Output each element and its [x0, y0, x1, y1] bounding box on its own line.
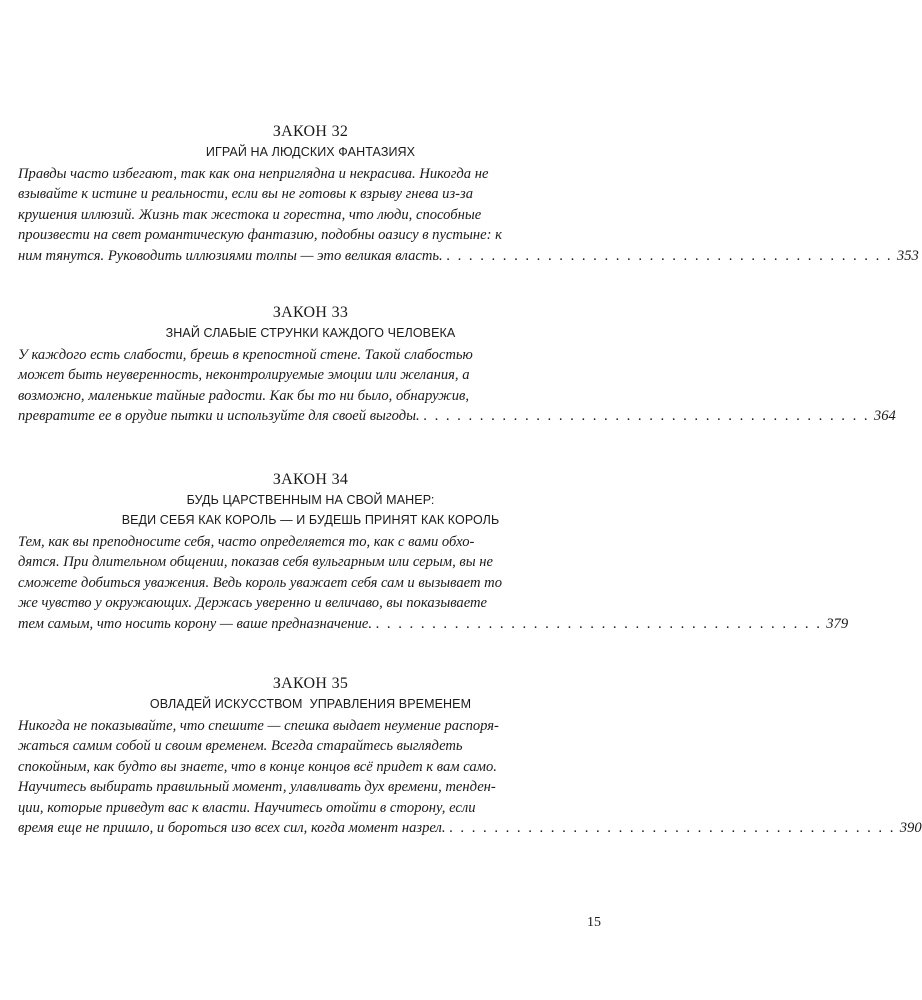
- law-33-line-1: У каждого есть слабости, брешь в крепостной стене. Такой слабостью: [18, 347, 473, 363]
- law-34-subtitle-1: БУДЬ ЦАРСТВЕННЫМ НА СВОЙ МАНЕР:: [186, 493, 435, 507]
- law-33-line-3: возможно, маленькие тайные радости. Как бы то ни было, обнаружив,: [18, 387, 470, 404]
- page-number: 15: [587, 915, 601, 930]
- law-34-line-1: Тем, как вы преподносите себя, часто определяется то, как с вами обхо-: [18, 534, 475, 550]
- law-33-section: [18, 303, 896, 427]
- law-35-line-4: Научитесь выбирать правильный момент, улавливать дух времени, тенден-: [18, 779, 496, 796]
- law-32-section: [18, 122, 919, 266]
- law-35-line-1: Никогда не показывайте, что спешите — спешка выдает неумение распоря-: [18, 718, 499, 734]
- law-34-line-3: сможете добиться уважения. Ведь король уважает себя сам и вызывает то: [18, 574, 502, 591]
- law-32-title: ЗАКОН 32: [272, 123, 349, 140]
- law-34-section: [18, 470, 849, 634]
- law-35-section: [18, 674, 922, 838]
- law-35-line-2: жаться самим собой и своим временем. Всегда старайтесь выглядеть: [18, 738, 463, 755]
- law-35-title: ЗАКОН 35: [272, 675, 349, 692]
- dot-leader: . . . . . . . . . . . . . . . . . . . . . . . . . . . . . . . . . . . . . . . .: [449, 820, 896, 837]
- law-33-title: ЗАКОН 33: [272, 304, 349, 321]
- law-34-last-line: тем самым, что носить корону — ваше предназначение. . . . . . . . . . . . . . . . . . . . . . . . . . . . . . . . . . . . . . . . . 379: [18, 614, 603, 634]
- law-35-page-ref: 390: [899, 820, 922, 837]
- law-33-line-2: может быть неуверенность, неконтролируемые эмоции или желания, а: [18, 367, 470, 384]
- dot-leader: . . . . . . . . . . . . . . . . . . . . . . . . . . . . . . . . . . . . . . . .: [376, 615, 823, 632]
- law-32-line-4: произвести на свет романтическую фантазию, подобны оазису в пустыне: к: [18, 227, 502, 244]
- law-33-subtitle: ЗНАЙ СЛАБЫЕ СТРУНКИ КАЖДОГО ЧЕЛОВЕКА: [165, 326, 456, 340]
- law-35-last-line: время еще не пришло, и бороться изо всех сил, когда момент назрел. . . . . . . . . . . . . . . . . . . . . . . . . . . . . . . . . . . . . . . . . 390: [18, 818, 603, 838]
- law-35-body: [18, 716, 922, 838]
- dot-leader: . . . . . . . . . . . . . . . . . . . . . . . . . . . . . . . . . . . . . . . .: [446, 247, 893, 264]
- law-35-line-5: ции, которые приведут вас к власти. Научитесь отойти в сторону, если: [18, 799, 476, 816]
- law-32-line-1: Правды часто избегают, так как она непригляднa и некрасива. Никогда не: [18, 166, 489, 182]
- law-35-subtitle: ОВЛАДЕЙ ИСКУССТВОМ УПРАВЛЕНИЯ ВРЕМЕНЕМ: [149, 697, 472, 711]
- dot-leader: . . . . . . . . . . . . . . . . . . . . . . . . . . . . . . . . . . . . . . . .: [423, 408, 870, 425]
- law-32-subtitle: ИГРАЙ НА ЛЮДСКИХ ФАНТАЗИЯХ: [205, 145, 416, 159]
- law-33-page-ref: 364: [873, 408, 896, 425]
- law-35-line-3: спокойным, как будто вы знаете, что в конце концов всё придет к вам само.: [18, 758, 497, 775]
- law-32-last-line: ним тянутся. Руководить иллюзиями толпы — это великая власть. . . . . . . . . . . . . . . . . . . . . . . . . . . . . . . . . . . . . . . . . 353: [18, 246, 603, 266]
- law-34-title: ЗАКОН 34: [272, 471, 349, 488]
- law-34-line-4: же чувство у окружающих. Держась уверенно и величаво, вы показываете: [18, 595, 488, 612]
- law-32-body: [18, 164, 919, 266]
- law-32-page-ref: 353: [896, 247, 919, 264]
- law-34-line-2: дятся. При длительном общении, показав себя вульгарным или серым, вы не: [18, 554, 493, 571]
- law-32-line-3: крушения иллюзий. Жизнь так жестока и горестна, что люди, способные: [18, 206, 482, 223]
- law-32-line-2: взывайте к истине и реальности, если вы не готовы к взрыву гнева из-за: [18, 186, 474, 203]
- law-33-body: [18, 345, 896, 427]
- law-34-subtitle-2: ВЕДИ СЕБЯ КАК КОРОЛЬ — И БУДЕШЬ ПРИНЯТ КАК КОРОЛЬ: [121, 513, 500, 527]
- law-34-page-ref: 379: [826, 615, 849, 632]
- law-33-last-line: превратите ее в орудие пытки и используйте для своей выгоды. . . . . . . . . . . . . . . . . . . . . . . . . . . . . . . . . . . . . . . . . 364: [18, 406, 603, 426]
- law-34-body: [18, 532, 849, 634]
